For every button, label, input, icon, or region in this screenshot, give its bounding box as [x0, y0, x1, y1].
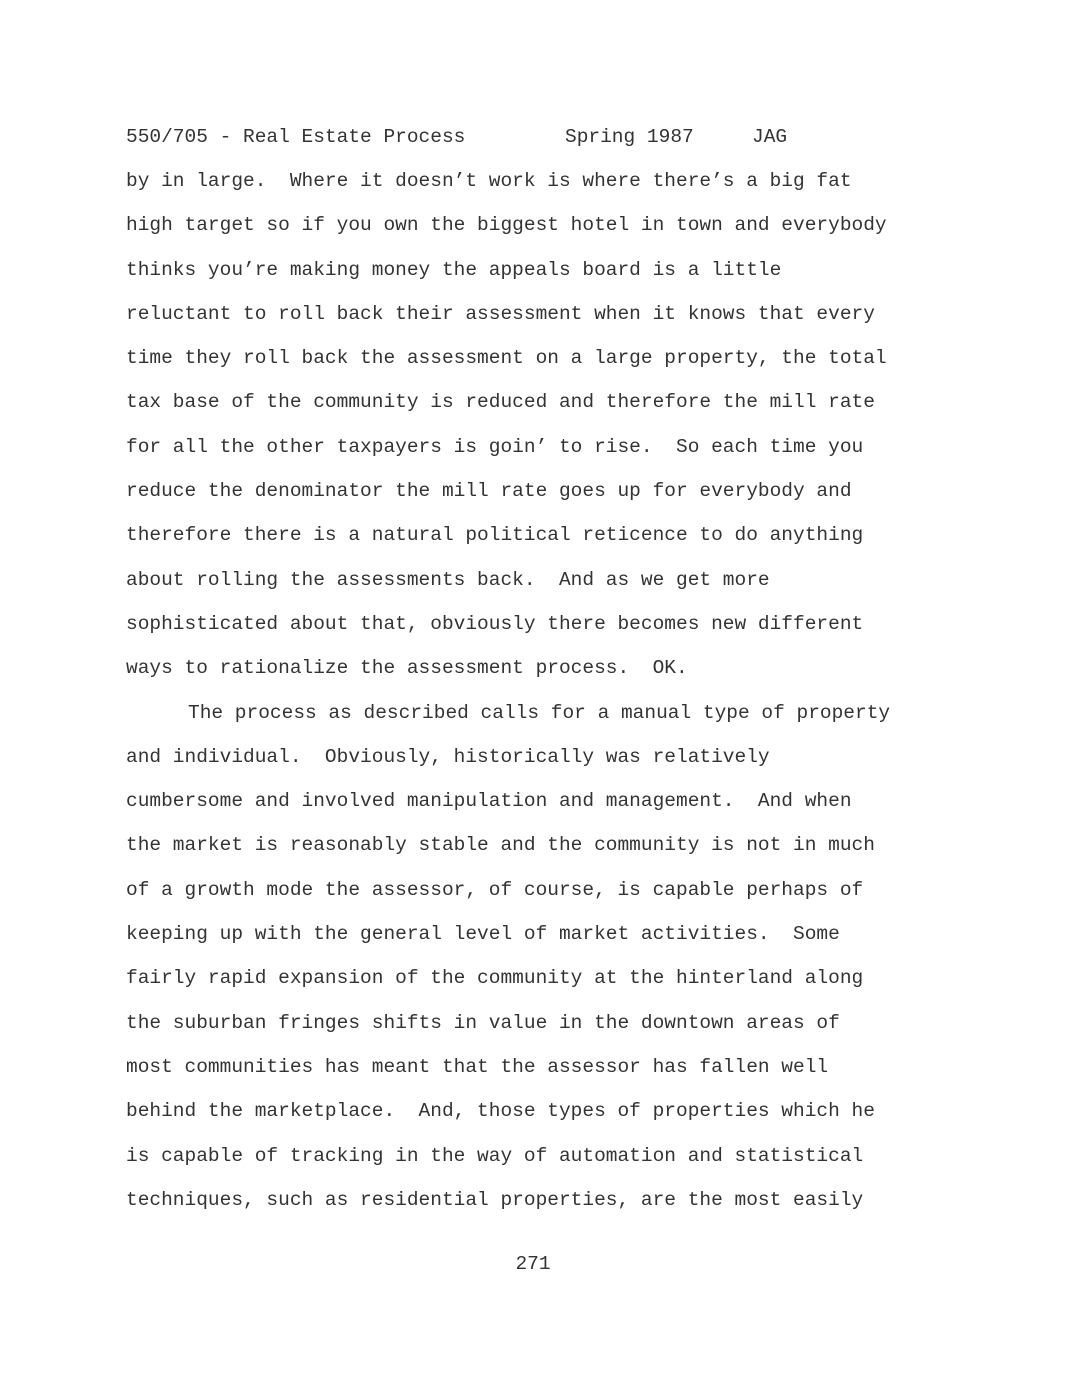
text-line: reduce the denominator the mill rate goes up for everybody and — [126, 480, 852, 503]
header-term: Spring 1987 — [565, 126, 694, 148]
text-line: cumbersome and involved manipulation and management. And when — [126, 790, 852, 813]
transcript-body — [126, 168, 956, 1231]
page-header — [126, 124, 788, 150]
text-line: reluctant to roll back their assessment when it knows that every — [126, 302, 875, 325]
text-line: about rolling the assessments back. And as we get more — [126, 568, 770, 591]
text-line: fairly rapid expansion of the community at the hinterland along — [126, 967, 864, 990]
text-line: thinks you’re making money the appeals board is a little — [126, 258, 782, 281]
header-initials: JAG — [752, 126, 788, 148]
text-line: is capable of tracking in the way of automation and statistical — [126, 1144, 864, 1167]
text-line: behind the marketplace. And, those types of properties which he — [126, 1100, 875, 1123]
text-line: high target so if you own the biggest hotel in town and everybody — [126, 214, 887, 237]
text-line: time they roll back the assessment on a large property, the total — [126, 347, 887, 370]
paragraph-start-line: The process as described calls for a manual type of property — [188, 701, 891, 724]
text-line: of a growth mode the assessor, of course, is capable perhaps of — [126, 878, 864, 901]
text-line: techniques, such as residential properties, are the most easily — [126, 1188, 864, 1211]
text-line: and individual. Obviously, historically was relatively — [126, 745, 770, 768]
text-line: keeping up with the general level of market activities. Some — [126, 923, 840, 946]
text-line: for all the other taxpayers is goin’ to rise. So each time you — [126, 435, 864, 458]
text-line: therefore there is a natural political reticence to do anything — [126, 524, 864, 547]
text-line: ways to rationalize the assessment process. OK. — [126, 657, 688, 680]
text-line: the suburban fringes shifts in value in the downtown areas of — [126, 1011, 840, 1034]
text-line: most communities has meant that the assessor has fallen well — [126, 1055, 829, 1078]
text-line: the market is reasonably stable and the community is not in much — [126, 834, 875, 857]
text-line: by in large. Where it doesn’t work is where there’s a big fat — [126, 170, 852, 192]
text-line: sophisticated about that, obviously there becomes new different — [126, 612, 864, 635]
header-course: 550/705 - Real Estate Process — [126, 126, 466, 148]
text-line: tax base of the community is reduced and therefore the mill rate — [126, 391, 875, 414]
page-number: 271 — [515, 1253, 551, 1275]
